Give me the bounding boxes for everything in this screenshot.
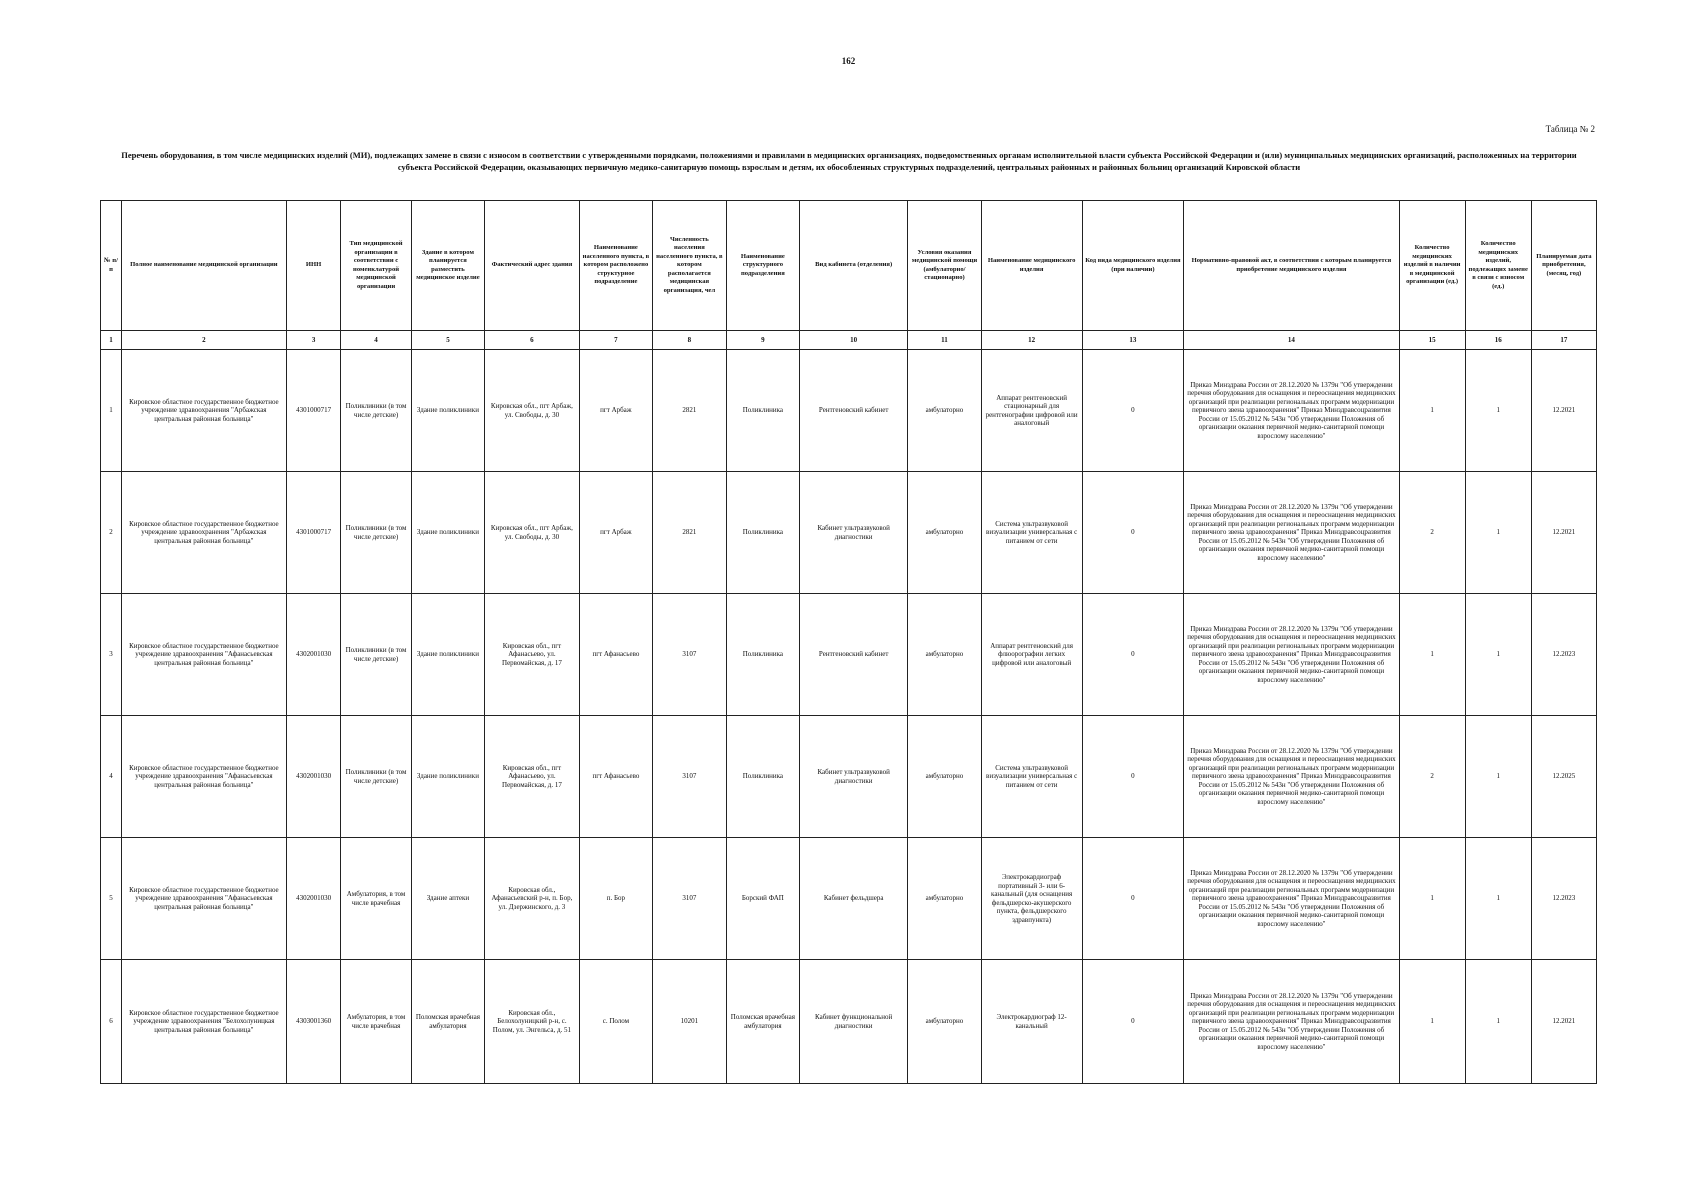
qty-replace: 1 bbox=[1465, 716, 1531, 838]
equipment-table bbox=[100, 200, 1597, 1084]
qty-have: 1 bbox=[1399, 594, 1465, 716]
building: Поломская врачебная амбулатория bbox=[411, 960, 484, 1084]
header-row bbox=[101, 201, 1597, 331]
qty-have: 2 bbox=[1399, 716, 1465, 838]
inn: 4301000717 bbox=[286, 472, 341, 594]
legal-act: Приказ Минздрава России от 28.12.2020 № 1379н "Об утверждении перечня оборудования для оснащения и переоснащения медицинских организаций при реализации региональных программ модернизации первичного звена здравоохранения" Приказ Минздравсоцразвития России от 15.05.2012 № 543н "Об утверждении Положения об организации оказания первичной медико-санитарной помощи взрослому населению" bbox=[1184, 716, 1399, 838]
column-number: 3 bbox=[286, 331, 341, 350]
planned-date: 12.2021 bbox=[1531, 472, 1596, 594]
locality: с. Полом bbox=[579, 960, 652, 1084]
column-header: Условия оказания медицинской помощи (амбулаторно/ стационарно) bbox=[908, 201, 981, 331]
device-name: Электрокардиограф портативный 3- или 6-канальный (для оснащения фельдшерско-акушерского пункта, фельдшерского здравпункта) bbox=[981, 838, 1082, 960]
table-label: Таблица № 2 bbox=[1545, 124, 1595, 134]
column-number: 15 bbox=[1399, 331, 1465, 350]
building: Здание аптеки bbox=[411, 838, 484, 960]
population: 2821 bbox=[653, 472, 726, 594]
column-header: Здание в котором планируется разместить медицинское изделие bbox=[411, 201, 484, 331]
cabinet: Кабинет ультразвуковой диагностики bbox=[800, 716, 908, 838]
table-row bbox=[101, 838, 1597, 960]
org-name: Кировское областное государственное бюджетное учреждение здравоохранения "Афанасьевская центральная районная больница" bbox=[121, 594, 286, 716]
cabinet: Кабинет фельдшера bbox=[800, 838, 908, 960]
device-name: Система ультразвуковой визуализации универсальная с питанием от сети bbox=[981, 716, 1082, 838]
division: Поломская врачебная амбулатория bbox=[726, 960, 799, 1084]
column-number: 9 bbox=[726, 331, 799, 350]
qty-have: 1 bbox=[1399, 838, 1465, 960]
org-type: Поликлиники (в том числе детские) bbox=[341, 350, 411, 472]
org-name: Кировское областное государственное бюджетное учреждение здравоохранения "Арбажская центральная районная больница" bbox=[121, 472, 286, 594]
division: Поликлиника bbox=[726, 594, 799, 716]
locality: пгт Арбаж bbox=[579, 350, 652, 472]
inn: 4301000717 bbox=[286, 350, 341, 472]
device-name: Аппарат рентгеновский стационарный для рентгенографии цифровой или аналоговый bbox=[981, 350, 1082, 472]
locality: пгт Афанасьево bbox=[579, 594, 652, 716]
conditions: амбулаторно bbox=[908, 716, 981, 838]
conditions: амбулаторно bbox=[908, 594, 981, 716]
column-number: 17 bbox=[1531, 331, 1596, 350]
column-number: 4 bbox=[341, 331, 411, 350]
row-number: 5 bbox=[101, 838, 122, 960]
conditions: амбулаторно bbox=[908, 350, 981, 472]
device-name: Электрокардиограф 12-канальный bbox=[981, 960, 1082, 1084]
address: Кировская обл., пгт Афанасьево, ул. Первомайская, д. 17 bbox=[485, 594, 579, 716]
population: 10201 bbox=[653, 960, 726, 1084]
row-number: 6 bbox=[101, 960, 122, 1084]
qty-have: 1 bbox=[1399, 350, 1465, 472]
qty-have: 1 bbox=[1399, 960, 1465, 1084]
legal-act: Приказ Минздрава России от 28.12.2020 № 1379н "Об утверждении перечня оборудования для оснащения и переоснащения медицинских организаций при реализации региональных программ модернизации первичного звена здравоохранения" Приказ Минздравсоцразвития России от 15.05.2012 № 543н "Об утверждении Положения об организации оказания первичной медико-санитарной помощи взрослому населению" bbox=[1184, 350, 1399, 472]
column-header: № п/п bbox=[101, 201, 122, 331]
row-number: 1 bbox=[101, 350, 122, 472]
qty-replace: 1 bbox=[1465, 350, 1531, 472]
device-code: 0 bbox=[1082, 350, 1184, 472]
column-header: Количество медицинских изделий, подлежащих замене в связи с износом (ед.) bbox=[1465, 201, 1531, 331]
table-row bbox=[101, 594, 1597, 716]
cabinet: Рентгеновский кабинет bbox=[800, 594, 908, 716]
qty-replace: 1 bbox=[1465, 594, 1531, 716]
column-number: 1 bbox=[101, 331, 122, 350]
inn: 4303001360 bbox=[286, 960, 341, 1084]
column-header: Нормативно-правовой акт, в соответствии с которым планируется приобретение медицинского изделия bbox=[1184, 201, 1399, 331]
population: 3107 bbox=[653, 594, 726, 716]
column-number: 12 bbox=[981, 331, 1082, 350]
table-row bbox=[101, 350, 1597, 472]
column-header: Наименование структурного подразделения bbox=[726, 201, 799, 331]
division: Поликлиника bbox=[726, 472, 799, 594]
column-number: 5 bbox=[411, 331, 484, 350]
column-number: 14 bbox=[1184, 331, 1399, 350]
column-header: Код вида медицинского изделия (при наличии) bbox=[1082, 201, 1184, 331]
inn: 4302001030 bbox=[286, 716, 341, 838]
document-title: Перечень оборудования, в том числе медицинских изделий (МИ), подлежащих замене в связи с износом в соответствии с утвержденными порядками, положениями и правилами в медицинских организациях, подведомственных органам исполнительной власти субъекта Российской Федерации и (или) муниципальных медицинских организаций, расположенных на территории субъекта Российской Федерации, оказывающих первичную медико-санитарную помощь взрослым и детям, их обособленных структурных подразделений, центральных районных и районных больниц организаций Кировской области bbox=[121, 150, 1577, 172]
column-number: 6 bbox=[485, 331, 579, 350]
column-header: Численность населения населенного пункта, в котором располагается медицинская организация, чел bbox=[653, 201, 726, 331]
device-code: 0 bbox=[1082, 960, 1184, 1084]
column-number: 8 bbox=[653, 331, 726, 350]
population: 2821 bbox=[653, 350, 726, 472]
cabinet: Кабинет функциональной диагностики bbox=[800, 960, 908, 1084]
address: Кировская обл., Белохолуницкий р-н, с. Полом, ул. Энгельса, д. 51 bbox=[485, 960, 579, 1084]
population: 3107 bbox=[653, 716, 726, 838]
device-code: 0 bbox=[1082, 472, 1184, 594]
column-number: 11 bbox=[908, 331, 981, 350]
inn: 4302001030 bbox=[286, 838, 341, 960]
planned-date: 12.2021 bbox=[1531, 960, 1596, 1084]
division: Борский ФАП bbox=[726, 838, 799, 960]
legal-act: Приказ Минздрава России от 28.12.2020 № 1379н "Об утверждении перечня оборудования для оснащения и переоснащения медицинских организаций при реализации региональных программ модернизации первичного звена здравоохранения" Приказ Минздравсоцразвития России от 15.05.2012 № 543н "Об утверждении Положения об организации оказания первичной медико-санитарной помощи взрослому населению" bbox=[1184, 960, 1399, 1084]
building: Здание поликлиники bbox=[411, 472, 484, 594]
cabinet: Кабинет ультразвуковой диагностики bbox=[800, 472, 908, 594]
locality: п. Бор bbox=[579, 838, 652, 960]
qty-replace: 1 bbox=[1465, 960, 1531, 1084]
qty-replace: 1 bbox=[1465, 472, 1531, 594]
qty-replace: 1 bbox=[1465, 838, 1531, 960]
conditions: амбулаторно bbox=[908, 960, 981, 1084]
building: Здание поликлиники bbox=[411, 350, 484, 472]
table-row bbox=[101, 716, 1597, 838]
device-code: 0 bbox=[1082, 594, 1184, 716]
column-number-row bbox=[101, 331, 1597, 350]
device-code: 0 bbox=[1082, 838, 1184, 960]
column-header: Вид кабинета (отделения) bbox=[800, 201, 908, 331]
org-type: Амбулатория, в том числе врачебная bbox=[341, 960, 411, 1084]
column-header: ИНН bbox=[286, 201, 341, 331]
org-name: Кировское областное государственное бюджетное учреждение здравоохранения "Белохолуницкая центральная районная больница" bbox=[121, 960, 286, 1084]
building: Здание поликлиники bbox=[411, 716, 484, 838]
planned-date: 12.2021 bbox=[1531, 350, 1596, 472]
division: Поликлиника bbox=[726, 350, 799, 472]
org-name: Кировское областное государственное бюджетное учреждение здравоохранения "Арбажская центральная районная больница" bbox=[121, 350, 286, 472]
row-number: 2 bbox=[101, 472, 122, 594]
conditions: амбулаторно bbox=[908, 838, 981, 960]
org-name: Кировское областное государственное бюджетное учреждение здравоохранения "Афанасьевская центральная районная больница" bbox=[121, 716, 286, 838]
address: Кировская обл., Афанасьевский р-н, п. Бор, ул. Дзержинского, д. 3 bbox=[485, 838, 579, 960]
legal-act: Приказ Минздрава России от 28.12.2020 № 1379н "Об утверждении перечня оборудования для оснащения и переоснащения медицинских организаций при реализации региональных программ модернизации первичного звена здравоохранения" Приказ Минздравсоцразвития России от 15.05.2012 № 543н "Об утверждении Положения об организации оказания первичной медико-санитарной помощи взрослому населению" bbox=[1184, 472, 1399, 594]
column-header: Тип медицинской организации в соответствии с номенклатурой медицинской организации bbox=[341, 201, 411, 331]
conditions: амбулаторно bbox=[908, 472, 981, 594]
table-row bbox=[101, 960, 1597, 1084]
column-header: Планируемая дата приобретения, (месяц, год) bbox=[1531, 201, 1596, 331]
org-type: Поликлиники (в том числе детские) bbox=[341, 472, 411, 594]
org-type: Поликлиники (в том числе детские) bbox=[341, 594, 411, 716]
cabinet: Рентгеновский кабинет bbox=[800, 350, 908, 472]
column-number: 16 bbox=[1465, 331, 1531, 350]
population: 3107 bbox=[653, 838, 726, 960]
inn: 4302001030 bbox=[286, 594, 341, 716]
building: Здание поликлиники bbox=[411, 594, 484, 716]
address: Кировская обл., пгт Афанасьево, ул. Первомайская, д. 17 bbox=[485, 716, 579, 838]
legal-act: Приказ Минздрава России от 28.12.2020 № 1379н "Об утверждении перечня оборудования для оснащения и переоснащения медицинских организаций при реализации региональных программ модернизации первичного звена здравоохранения" Приказ Минздравсоцразвития России от 15.05.2012 № 543н "Об утверждении Положения об организации оказания первичной медико-санитарной помощи взрослому населению" bbox=[1184, 838, 1399, 960]
column-header: Фактический адрес здания bbox=[485, 201, 579, 331]
column-number: 2 bbox=[121, 331, 286, 350]
row-number: 4 bbox=[101, 716, 122, 838]
planned-date: 12.2023 bbox=[1531, 838, 1596, 960]
locality: пгт Афанасьево bbox=[579, 716, 652, 838]
column-header: Наименование медицинского изделия bbox=[981, 201, 1082, 331]
planned-date: 12.2025 bbox=[1531, 716, 1596, 838]
org-name: Кировское областное государственное бюджетное учреждение здравоохранения "Афанасьевская центральная районная больница" bbox=[121, 838, 286, 960]
column-header: Наименование населенного пункта, в котором расположено структурное подразделение bbox=[579, 201, 652, 331]
column-header: Количество медицинских изделий в наличии в медицинской организации (ед.) bbox=[1399, 201, 1465, 331]
column-number: 7 bbox=[579, 331, 652, 350]
device-name: Аппарат рентгеновский для флюорографии легких цифровой или аналоговый bbox=[981, 594, 1082, 716]
column-header: Полное наименование медицинской организации bbox=[121, 201, 286, 331]
column-number: 13 bbox=[1082, 331, 1184, 350]
division: Поликлиника bbox=[726, 716, 799, 838]
address: Кировская обл., пгт Арбаж, ул. Свободы, д. 30 bbox=[485, 472, 579, 594]
address: Кировская обл., пгт Арбаж, ул. Свободы, д. 30 bbox=[485, 350, 579, 472]
qty-have: 2 bbox=[1399, 472, 1465, 594]
table-row bbox=[101, 472, 1597, 594]
legal-act: Приказ Минздрава России от 28.12.2020 № 1379н "Об утверждении перечня оборудования для оснащения и переоснащения медицинских организаций при реализации региональных программ модернизации первичного звена здравоохранения" Приказ Минздравсоцразвития России от 15.05.2012 № 543н "Об утверждении Положения об организации оказания первичной медико-санитарной помощи взрослому населению" bbox=[1184, 594, 1399, 716]
column-number: 10 bbox=[800, 331, 908, 350]
org-type: Поликлиники (в том числе детские) bbox=[341, 716, 411, 838]
locality: пгт Арбаж bbox=[579, 472, 652, 594]
device-code: 0 bbox=[1082, 716, 1184, 838]
org-type: Амбулатория, в том числе врачебная bbox=[341, 838, 411, 960]
page-number: 162 bbox=[841, 56, 856, 66]
planned-date: 12.2023 bbox=[1531, 594, 1596, 716]
device-name: Система ультразвуковой визуализации универсальная с питанием от сети bbox=[981, 472, 1082, 594]
row-number: 3 bbox=[101, 594, 122, 716]
